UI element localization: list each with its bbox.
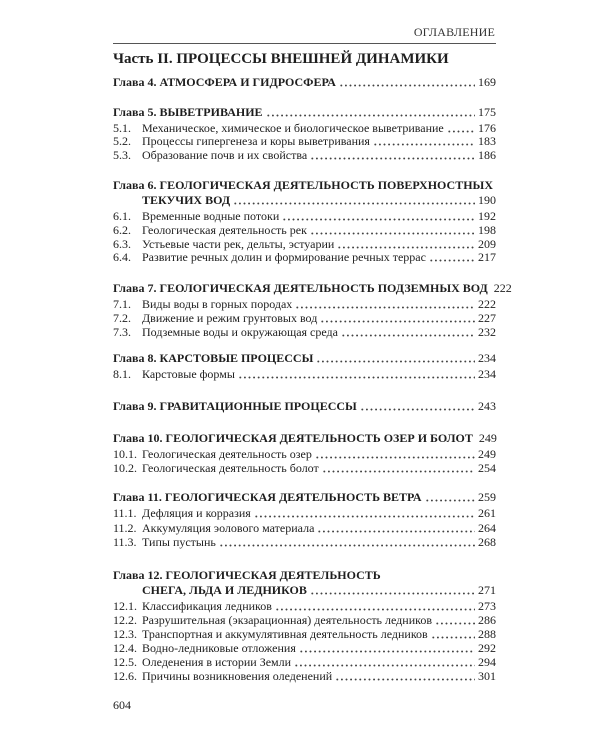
- chapter-title: ТЕКУЧИХ ВОД: [142, 193, 231, 207]
- chapter-entry[interactable]: [113, 193, 496, 208]
- dot-leader: [317, 523, 475, 533]
- dot-leader: [275, 601, 475, 611]
- dot-leader: [238, 369, 475, 379]
- section-entry[interactable]: [113, 599, 496, 614]
- dot-leader: [266, 107, 475, 117]
- section-title: Движение и режим грунтовых вод: [142, 311, 318, 325]
- section-number: 11.2.: [113, 521, 137, 535]
- chapter-entry[interactable]: [113, 105, 496, 120]
- chapter-page: 249: [478, 431, 497, 445]
- dot-leader: [425, 492, 475, 502]
- section-page: 264: [478, 521, 496, 535]
- chapter-page: 169: [478, 75, 496, 89]
- dot-leader: [360, 401, 475, 411]
- chapter-page: 243: [478, 399, 496, 413]
- section-number: 5.2.: [113, 134, 131, 148]
- section-number: 7.3.: [113, 325, 131, 339]
- section-page: 227: [478, 311, 496, 325]
- section-page: 249: [478, 447, 496, 461]
- dot-leader: [310, 585, 475, 595]
- section-title: Причины возникновения оледенений: [142, 669, 333, 683]
- dot-leader: [322, 463, 475, 473]
- chapter-title: Глава 9. ГРАВИТАЦИОННЫЕ ПРОЦЕССЫ: [113, 399, 357, 413]
- section-number: 6.1.: [113, 209, 131, 223]
- section-entry[interactable]: [113, 297, 496, 312]
- section-number: 10.2.: [113, 461, 137, 475]
- section-page: 183: [478, 134, 496, 148]
- section-page: 234: [478, 367, 496, 381]
- section-entry[interactable]: [113, 367, 496, 382]
- dot-leader: [320, 313, 475, 323]
- chapter-entry[interactable]: [113, 351, 496, 366]
- section-page: 232: [478, 325, 496, 339]
- dot-leader: [233, 195, 475, 205]
- section-entry[interactable]: [113, 223, 496, 238]
- section-title: Геологическая деятельность озер: [142, 447, 312, 461]
- section-title: Устьевые части рек, дельты, эстуарии: [142, 237, 335, 251]
- chapter-entry[interactable]: [113, 583, 496, 598]
- section-page: 186: [478, 148, 496, 162]
- section-title: Временные водные потоки: [142, 209, 280, 223]
- chapter-entry[interactable]: [113, 431, 496, 446]
- section-number: 12.2.: [113, 613, 137, 627]
- chapter-entry[interactable]: [113, 281, 512, 296]
- dot-leader: [254, 508, 475, 518]
- dot-leader: [373, 136, 475, 146]
- section-entry[interactable]: [113, 521, 496, 536]
- dot-leader: [315, 449, 475, 459]
- dot-leader: [282, 211, 475, 221]
- section-number: 5.1.: [113, 121, 131, 135]
- dot-leader: [447, 123, 475, 133]
- section-entry[interactable]: [113, 447, 496, 462]
- section-title: Типы пустынь: [142, 535, 216, 549]
- chapter-entry[interactable]: [113, 75, 496, 90]
- section-page: 254: [478, 461, 496, 475]
- dot-leader: [429, 252, 475, 262]
- dot-leader: [316, 353, 475, 363]
- section-entry[interactable]: [113, 461, 496, 476]
- section-entry[interactable]: [113, 655, 496, 670]
- dot-leader: [339, 77, 475, 87]
- section-page: 301: [478, 669, 496, 683]
- section-number: 6.2.: [113, 223, 131, 237]
- section-entry[interactable]: [113, 627, 496, 642]
- section-number: 6.4.: [113, 250, 131, 264]
- section-number: 10.1.: [113, 447, 137, 461]
- dot-leader: [310, 150, 475, 160]
- section-entry[interactable]: [113, 641, 496, 656]
- dot-leader: [341, 327, 475, 337]
- chapter-title-line: Глава 6. ГЕОЛОГИЧЕСКАЯ ДЕЯТЕЛЬНОСТЬ ПОВЕРХНОСТНЫХ: [113, 178, 493, 192]
- section-page: 294: [478, 655, 496, 669]
- section-entry[interactable]: [113, 669, 496, 684]
- section-title: Развитие речных долин и формирование речных террас: [142, 250, 426, 264]
- section-entry[interactable]: [113, 148, 496, 163]
- section-number: 12.1.: [113, 599, 137, 613]
- section-page: 292: [478, 641, 496, 655]
- section-page: 209: [478, 237, 496, 251]
- section-number: 11.3.: [113, 535, 137, 549]
- section-number: 12.4.: [113, 641, 137, 655]
- chapter-title: Глава 4. АТМОСФЕРА И ГИДРОСФЕРА: [113, 75, 336, 89]
- chapter-page: 175: [478, 105, 496, 119]
- section-entry[interactable]: [113, 311, 496, 326]
- section-title: Геологическая деятельность болот: [142, 461, 319, 475]
- dot-leader: [435, 615, 475, 625]
- dot-leader: [299, 643, 475, 653]
- section-page: 288: [478, 627, 496, 641]
- chapter-page: 222: [493, 281, 512, 295]
- section-title: Водно-ледниковые отложения: [142, 641, 296, 655]
- section-title: Разрушительная (экзарационная) деятельность ледников: [142, 613, 433, 627]
- section-number: 12.3.: [113, 627, 137, 641]
- section-page: 222: [478, 297, 496, 311]
- section-entry[interactable]: [113, 134, 496, 149]
- section-page: 286: [478, 613, 496, 627]
- section-number: 7.1.: [113, 297, 131, 311]
- section-entry[interactable]: [113, 325, 496, 340]
- chapter-title: СНЕГА, ЛЬДА И ЛЕДНИКОВ: [142, 583, 307, 597]
- dot-leader: [337, 239, 475, 249]
- part-title: Часть II. ПРОЦЕССЫ ВНЕШНЕЙ ДИНАМИКИ: [113, 51, 449, 67]
- section-entry[interactable]: [113, 613, 496, 628]
- page-number: 604: [113, 698, 131, 712]
- section-entry[interactable]: [113, 209, 496, 224]
- chapter-title-line: Глава 12. ГЕОЛОГИЧЕСКАЯ ДЕЯТЕЛЬНОСТЬ: [113, 568, 381, 582]
- section-title: Процессы гипергенеза и коры выветривания: [142, 134, 370, 148]
- chapter-title: Глава 7. ГЕОЛОГИЧЕСКАЯ ДЕЯТЕЛЬНОСТЬ ПОДЗЕМНЫХ ВОД: [113, 281, 488, 295]
- section-number: 5.3.: [113, 148, 131, 162]
- running-header: ОГЛАВЛЕНИЕ: [413, 25, 495, 39]
- section-entry[interactable]: [113, 506, 496, 521]
- chapter-page: 234: [478, 351, 496, 365]
- section-number: 7.2.: [113, 311, 131, 325]
- chapter-page: 271: [478, 583, 496, 597]
- section-page: 273: [478, 599, 496, 613]
- dot-leader: [310, 225, 475, 235]
- section-title: Геологическая деятельность рек: [142, 223, 307, 237]
- section-page: 198: [478, 223, 496, 237]
- section-title: Карстовые формы: [142, 367, 235, 381]
- section-page: 217: [478, 250, 496, 264]
- section-title: Транспортная и аккумулятивная деятельность ледников: [142, 627, 428, 641]
- chapter-title: Глава 5. ВЫВЕТРИВАНИЕ: [113, 105, 263, 119]
- section-title: Классификация ледников: [142, 599, 272, 613]
- section-title: Аккумуляция эолового материала: [142, 521, 315, 535]
- section-title: Оледенения в истории Земли: [142, 655, 292, 669]
- chapter-title: Глава 11. ГЕОЛОГИЧЕСКАЯ ДЕЯТЕЛЬНОСТЬ ВЕТРА: [113, 490, 422, 504]
- header-rule: [113, 43, 496, 44]
- section-number: 11.1.: [113, 506, 137, 520]
- chapter-entry[interactable]: [113, 399, 496, 414]
- section-page: 192: [478, 209, 496, 223]
- section-page: 261: [478, 506, 496, 520]
- section-number: 12.6.: [113, 669, 137, 683]
- dot-leader: [219, 537, 475, 547]
- chapter-title: Глава 10. ГЕОЛОГИЧЕСКАЯ ДЕЯТЕЛЬНОСТЬ ОЗЕР И БОЛОТ: [113, 431, 473, 445]
- section-title: Виды воды в горных породах: [142, 297, 293, 311]
- section-entry[interactable]: [113, 535, 496, 550]
- dot-leader: [294, 657, 475, 667]
- chapter-page: 190: [478, 193, 496, 207]
- section-number: 12.5.: [113, 655, 137, 669]
- section-title: Дефляция и корразия: [142, 506, 251, 520]
- section-title: Подземные воды и окружающая среда: [142, 325, 338, 339]
- section-page: 176: [478, 121, 496, 135]
- dot-leader: [335, 671, 475, 681]
- section-title: Механическое, химическое и биологическое выветривание: [142, 121, 444, 135]
- section-number: 6.3.: [113, 237, 131, 251]
- section-entry[interactable]: [113, 250, 496, 265]
- chapter-title: Глава 8. КАРСТОВЫЕ ПРОЦЕССЫ: [113, 351, 314, 365]
- dot-leader: [431, 629, 475, 639]
- section-number: 8.1.: [113, 367, 131, 381]
- section-page: 268: [478, 535, 496, 549]
- dot-leader: [295, 299, 475, 309]
- chapter-page: 259: [478, 490, 496, 504]
- section-title: Образование почв и их свойства: [142, 148, 308, 162]
- chapter-entry[interactable]: [113, 490, 496, 505]
